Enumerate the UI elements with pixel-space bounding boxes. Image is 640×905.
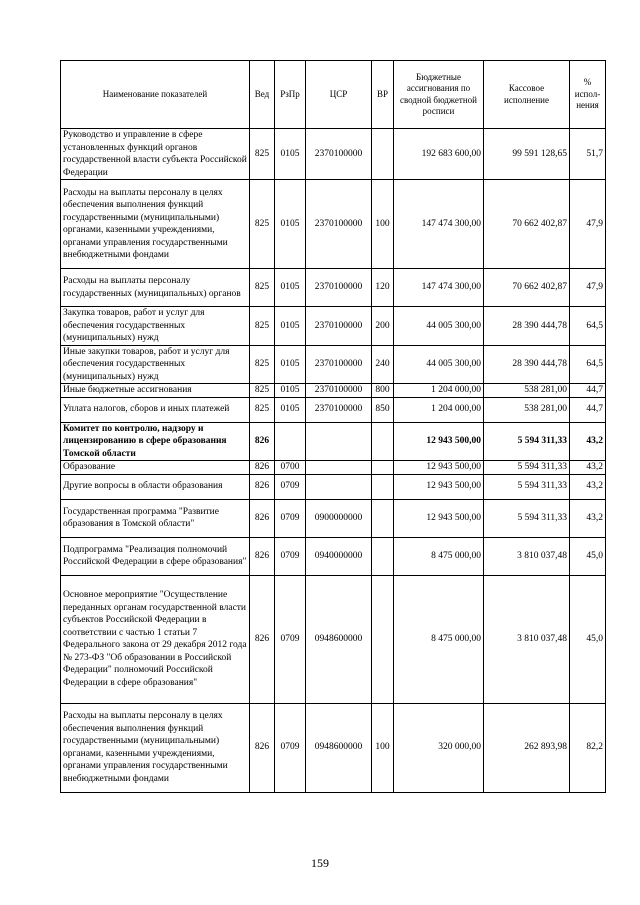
table-row (61, 269, 606, 307)
row-csr (306, 461, 372, 475)
row-percent: 43,2 (570, 422, 606, 461)
row-vr (372, 129, 394, 180)
row-vr (372, 474, 394, 499)
row-csr (306, 422, 372, 461)
table-row (61, 345, 606, 384)
budget-execution-table (60, 60, 606, 793)
header-vr: ВР (372, 61, 394, 129)
table-row (61, 129, 606, 180)
table-body (61, 129, 606, 793)
row-cash-execution: 3 810 037,48 (484, 537, 570, 575)
row-rzpr (275, 422, 306, 461)
row-percent: 47,9 (570, 180, 606, 269)
row-assignments: 192 683 600,00 (394, 129, 484, 180)
table-row (61, 537, 606, 575)
row-name: Закупка товаров, работ и услуг для обеспечения государственных (муниципальных) нужд (61, 307, 250, 346)
row-vr: 120 (372, 269, 394, 307)
row-name: Другие вопросы в области образования (61, 474, 250, 499)
row-rzpr: 0105 (275, 129, 306, 180)
row-vr: 100 (372, 180, 394, 269)
row-cash-execution: 28 390 444,78 (484, 307, 570, 346)
row-assignments: 147 474 300,00 (394, 180, 484, 269)
row-assignments: 8 475 000,00 (394, 575, 484, 703)
row-cash-execution: 538 281,00 (484, 397, 570, 422)
row-rzpr: 0105 (275, 345, 306, 384)
header-cash-execution: Кассовое исполнение (484, 61, 570, 129)
table-row (61, 575, 606, 703)
row-ved: 825 (250, 129, 275, 180)
row-percent: 64,5 (570, 307, 606, 346)
row-csr: 2370100000 (306, 384, 372, 398)
row-csr: 2370100000 (306, 129, 372, 180)
row-percent: 82,2 (570, 703, 606, 792)
row-rzpr: 0700 (275, 461, 306, 475)
row-rzpr: 0105 (275, 307, 306, 346)
header-ved: Вед (250, 61, 275, 129)
row-ved: 826 (250, 474, 275, 499)
row-cash-execution: 538 281,00 (484, 384, 570, 398)
row-cash-execution: 3 810 037,48 (484, 575, 570, 703)
row-vr (372, 575, 394, 703)
row-vr: 100 (372, 703, 394, 792)
row-name: Государственная программа "Развитие образования в Томской области" (61, 499, 250, 537)
row-csr: 2370100000 (306, 345, 372, 384)
row-ved: 825 (250, 180, 275, 269)
row-ved: 825 (250, 307, 275, 346)
row-csr: 0948600000 (306, 703, 372, 792)
row-cash-execution: 5 594 311,33 (484, 499, 570, 537)
row-rzpr: 0709 (275, 575, 306, 703)
row-ved: 825 (250, 397, 275, 422)
row-ved: 826 (250, 575, 275, 703)
table-row (61, 180, 606, 269)
row-percent: 44,7 (570, 384, 606, 398)
row-assignments: 12 943 500,00 (394, 461, 484, 475)
row-ved: 825 (250, 384, 275, 398)
row-rzpr: 0105 (275, 397, 306, 422)
row-name: Уплата налогов, сборов и иных платежей (61, 397, 250, 422)
row-rzpr: 0105 (275, 384, 306, 398)
row-ved: 825 (250, 345, 275, 384)
row-vr: 850 (372, 397, 394, 422)
row-cash-execution: 99 591 128,65 (484, 129, 570, 180)
row-vr (372, 461, 394, 475)
table-row (61, 461, 606, 475)
row-assignments: 1 204 000,00 (394, 384, 484, 398)
row-cash-execution: 5 594 311,33 (484, 461, 570, 475)
row-ved: 826 (250, 422, 275, 461)
row-cash-execution: 70 662 402,87 (484, 269, 570, 307)
row-name: Образование (61, 461, 250, 475)
row-vr (372, 422, 394, 461)
row-ved: 825 (250, 269, 275, 307)
row-assignments: 8 475 000,00 (394, 537, 484, 575)
table-row (61, 422, 606, 461)
header-assignments: Бюджетные ассигнования по сводной бюджетной росписи (394, 61, 484, 129)
row-csr: 0948600000 (306, 575, 372, 703)
row-name: Подпрограмма "Реализация полномочий Российской Федерации в сфере образования" (61, 537, 250, 575)
row-percent: 43,2 (570, 461, 606, 475)
header-csr: ЦСР (306, 61, 372, 129)
header-row (61, 61, 606, 129)
row-rzpr: 0709 (275, 703, 306, 792)
row-name: Иные бюджетные ассигнования (61, 384, 250, 398)
row-assignments: 12 943 500,00 (394, 422, 484, 461)
row-name: Иные закупки товаров, работ и услуг для обеспечения государственных (муниципальных) нужд (61, 345, 250, 384)
header-name: Наименование показателей (61, 61, 250, 129)
row-rzpr: 0105 (275, 180, 306, 269)
row-rzpr: 0709 (275, 499, 306, 537)
row-percent: 43,2 (570, 499, 606, 537)
row-name: Расходы на выплаты персоналу в целях обеспечения выполнения функций государственными (муниципальными) органами, казенными учреждениями, органами управления государственными внебюджетными фондами (61, 180, 250, 269)
row-ved: 826 (250, 537, 275, 575)
row-vr: 800 (372, 384, 394, 398)
row-csr: 0940000000 (306, 537, 372, 575)
row-percent: 64,5 (570, 345, 606, 384)
row-assignments: 12 943 500,00 (394, 499, 484, 537)
row-cash-execution: 262 893,98 (484, 703, 570, 792)
row-csr: 2370100000 (306, 397, 372, 422)
header-rzpr: РзПр (275, 61, 306, 129)
row-rzpr: 0709 (275, 474, 306, 499)
row-cash-execution: 70 662 402,87 (484, 180, 570, 269)
row-ved: 826 (250, 499, 275, 537)
row-cash-execution: 28 390 444,78 (484, 345, 570, 384)
header-percent: % испол-нения (570, 61, 606, 129)
row-rzpr: 0709 (275, 537, 306, 575)
row-percent: 44,7 (570, 397, 606, 422)
page-number: 159 (311, 856, 329, 870)
row-name: Расходы на выплаты персоналу государственных (муниципальных) органов (61, 269, 250, 307)
row-vr: 200 (372, 307, 394, 346)
table-row (61, 384, 606, 398)
row-percent: 45,0 (570, 575, 606, 703)
table-row (61, 307, 606, 346)
table-row (61, 499, 606, 537)
row-csr: 2370100000 (306, 180, 372, 269)
row-percent: 47,9 (570, 269, 606, 307)
row-csr (306, 474, 372, 499)
row-percent: 51,7 (570, 129, 606, 180)
row-ved: 826 (250, 461, 275, 475)
row-vr: 240 (372, 345, 394, 384)
row-csr: 2370100000 (306, 307, 372, 346)
row-rzpr: 0105 (275, 269, 306, 307)
row-name: Расходы на выплаты персоналу в целях обеспечения выполнения функций государственными (муниципальными) органами, казенными учреждениями, органами управления государственными внебюджетными фондами (61, 703, 250, 792)
row-assignments: 44 005 300,00 (394, 307, 484, 346)
row-cash-execution: 5 594 311,33 (484, 474, 570, 499)
row-assignments: 1 204 000,00 (394, 397, 484, 422)
row-assignments: 44 005 300,00 (394, 345, 484, 384)
row-name: Основное мероприятие "Осуществление переданных органам государственной власти субъектов Российской Федерации в соответствии с частью 1 статьи 7 Федерального закона от 29 декабря 2012 года № 273-ФЗ "Об образовании в Российской Федерации" полномочий Российской Федерации в сфере образования" (61, 575, 250, 703)
row-percent: 45,0 (570, 537, 606, 575)
table-row (61, 397, 606, 422)
row-assignments: 12 943 500,00 (394, 474, 484, 499)
row-cash-execution: 5 594 311,33 (484, 422, 570, 461)
row-vr (372, 499, 394, 537)
table-row (61, 703, 606, 792)
row-name: Комитет по контролю, надзору и лицензированию в сфере образования Томской области (61, 422, 250, 461)
table-row (61, 474, 606, 499)
row-csr: 0900000000 (306, 499, 372, 537)
row-ved: 826 (250, 703, 275, 792)
row-percent: 43,2 (570, 474, 606, 499)
row-csr: 2370100000 (306, 269, 372, 307)
row-name: Руководство и управление в сфере установленных функций органов государственной власти субъекта Российской Федерации (61, 129, 250, 180)
row-assignments: 320 000,00 (394, 703, 484, 792)
row-assignments: 147 474 300,00 (394, 269, 484, 307)
row-vr (372, 537, 394, 575)
